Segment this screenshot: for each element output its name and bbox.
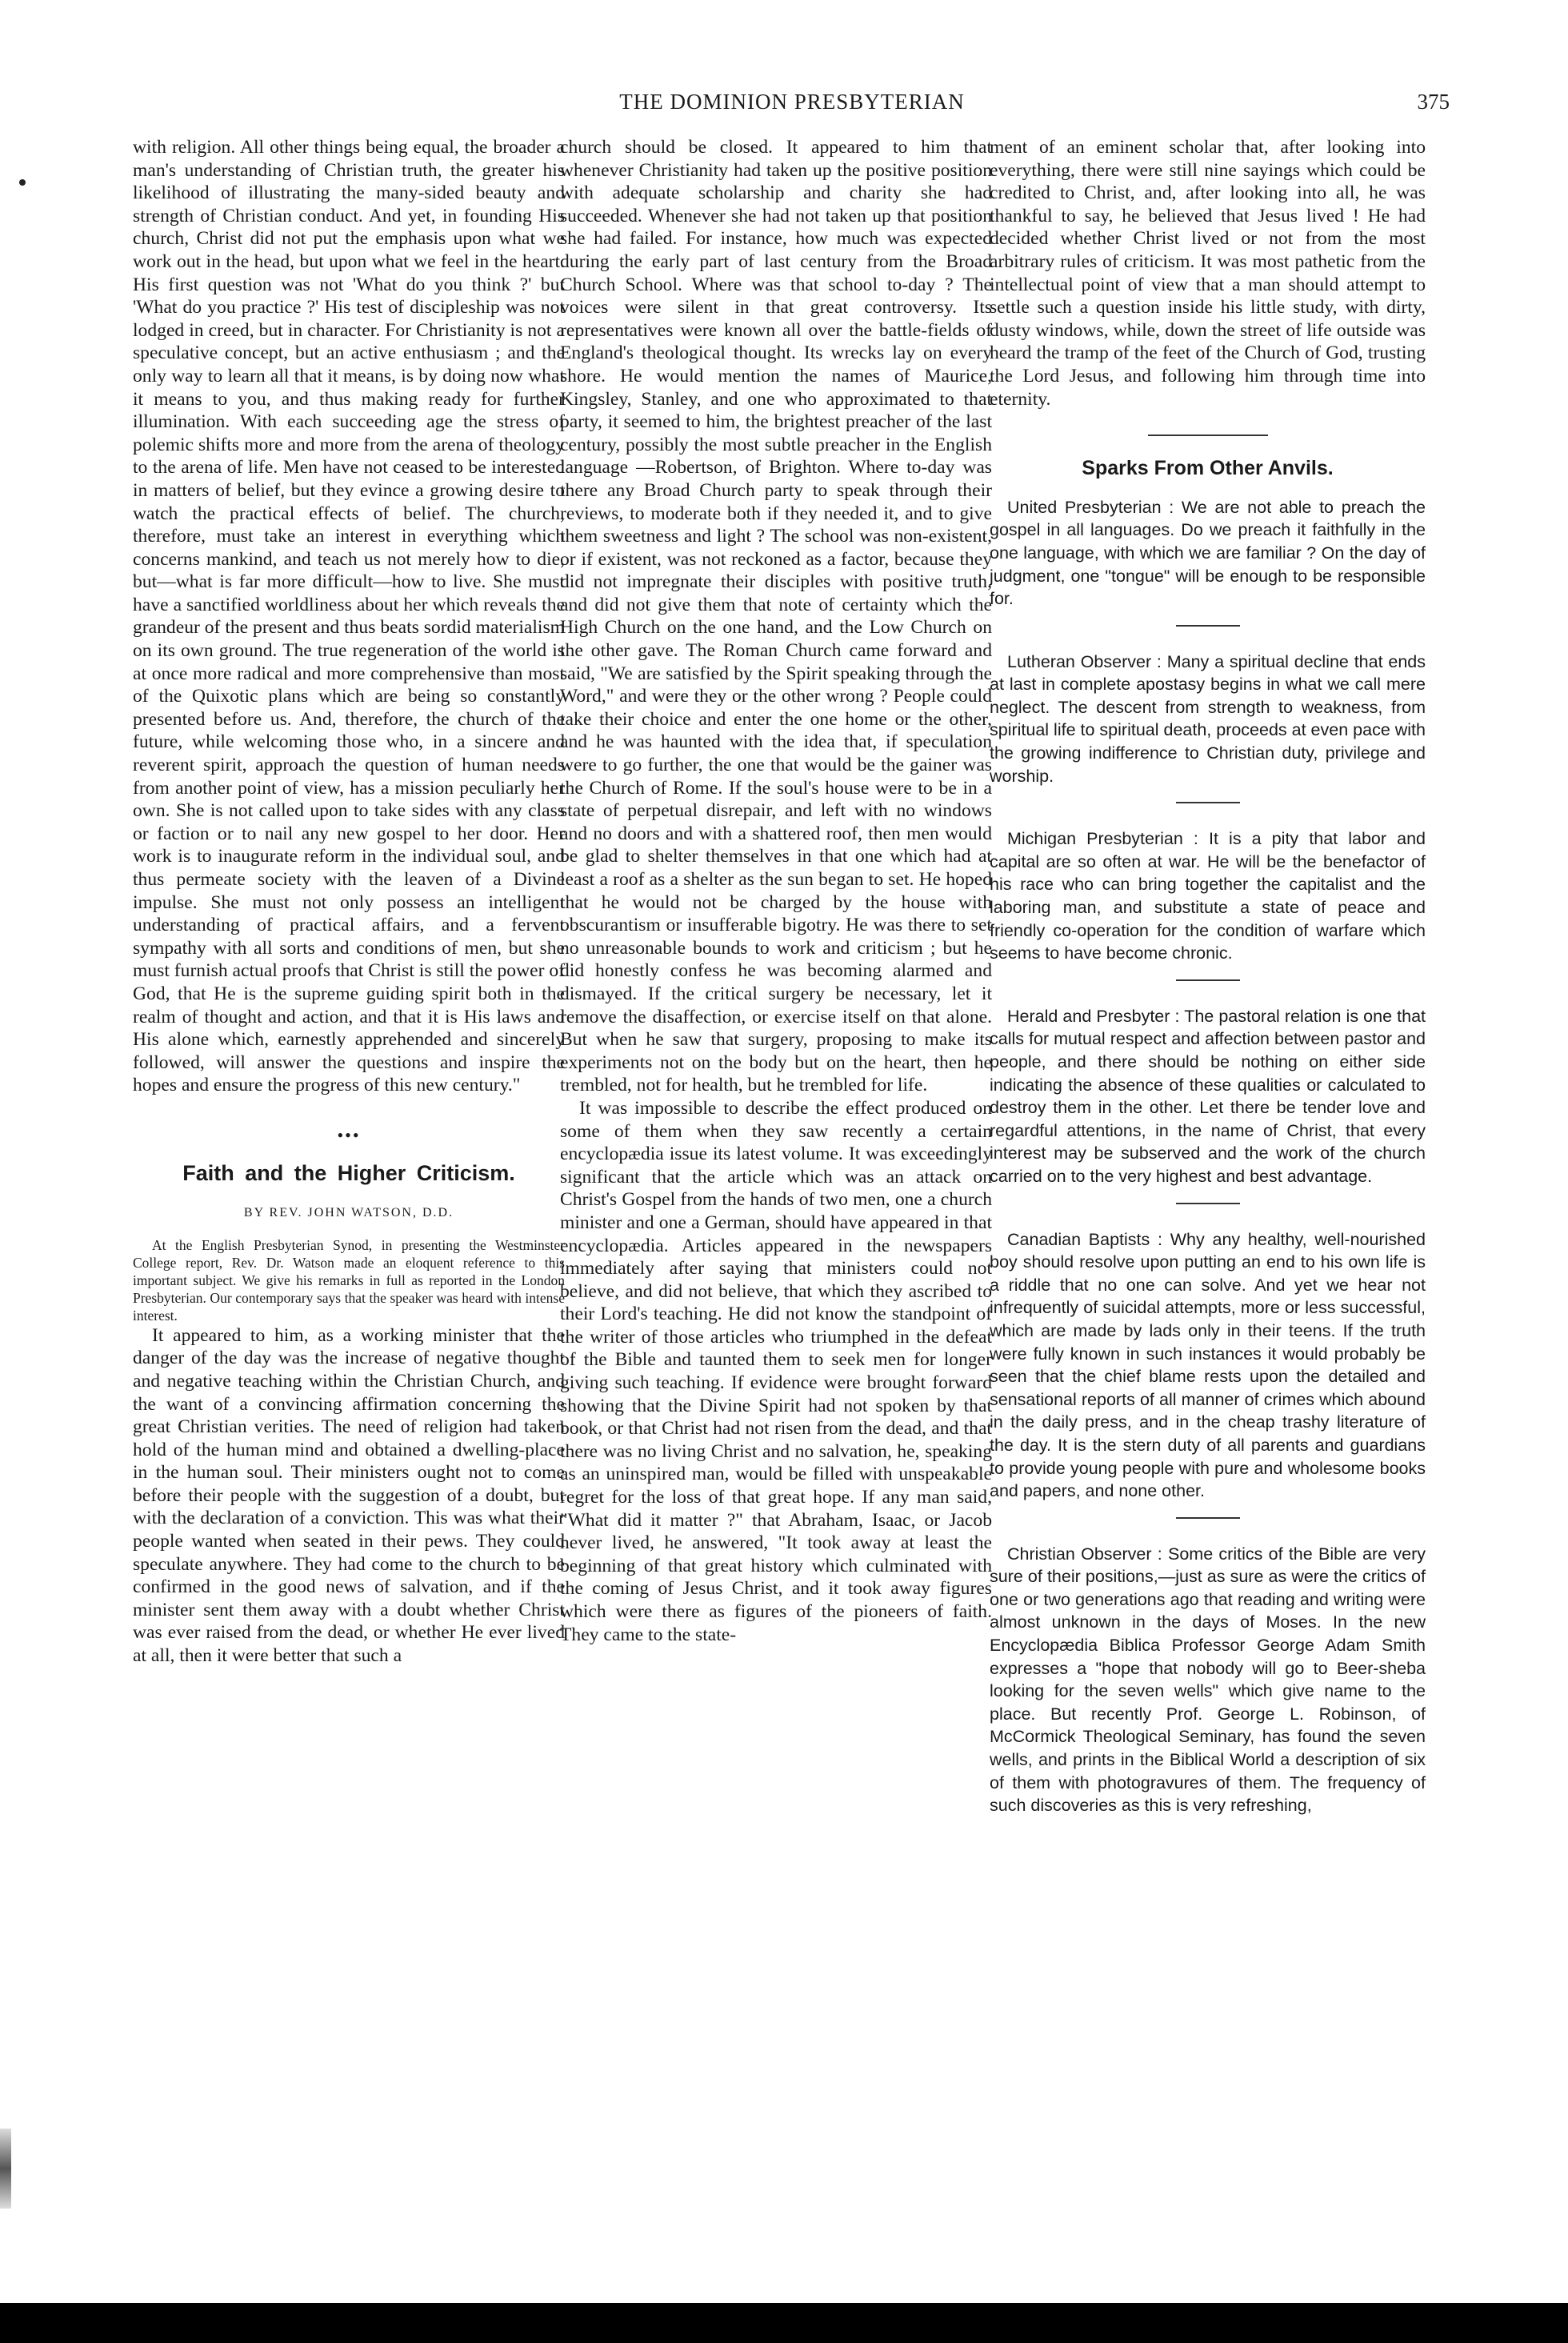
excerpt: Canadian Baptists : Why any healthy, well-nourished boy should resolve upon putting an end to his own life is a riddle that no one can solve. And yet we hear not infrequently of suicidal attempts, more or less successful, which are made by lads only in their teens. If the truth were fully known in such instances it would probably be seen that the chief blame rests upon the detailed and sensational reports of all manner of crimes which abound in the daily press, and in the cheap trashy literature of the day. It is the stern duty of all parents and guardians to provide young people with pure and wholesome books and papers, and none other. — [990, 1229, 1426, 1501]
column-2 — [560, 136, 992, 1646]
scan-edge-mark — [0, 2129, 11, 2209]
excerpt: Herald and Presbyter : The pastoral relation is one that calls for mutual respect and affection between pastor and people, and there should be nothing on either side indicating the absence of these qualities or calculated to destroy them in the other. Let there be tender love and regardful attentions, in the name of Christ, that every interest may be subserved and the work of the church carried on to the very highest and best advantage. — [990, 1006, 1426, 1186]
byline: BY REV. JOHN WATSON, D.D. — [243, 1206, 454, 1220]
paragraph: It appeared to him, as a working minister that the danger of the day was the increase of negative thought and negative teaching within the Christian Church, and the want of a convincing affirmation concerning the great Christian verities. The need of religion had taken hold of the human mind and obtained a dwelling-place in the human soul. Their ministers ought not to come before their people with the suggestion of a doubt, but with the declaration of a conviction. This was what their people wanted when seated in their pews. They could speculate anywhere. They had come to the church to be confirmed in the good news of salvation, and if the minister sent them away with a doubt whether Christ was ever raised from the dead, or whether He ever lived at all, then it were better that such a — [133, 1324, 565, 1667]
paragraph: ment of an eminent scholar that, after looking into everything, there were still nine sayings which could be credited to Christ, and, after looking into all, he was thankful to say, he believed that Jesus lived ! He had decided whether Christ lived or not from the most arbitrary rules of criticism. It was most pathetic from the intellectual point of view that a man should attempt to settle such a question inside his little study, with dirty, dusty windows, while, down the street of life outside was heard the tramp of the feet of the Church of God, trusting the Lord Jesus, and following him through time into eternity. — [990, 137, 1426, 410]
excerpt-rule — [1176, 1203, 1240, 1204]
column-1 — [133, 136, 565, 1668]
section-title: Sparks From Other Anvils. — [1082, 457, 1334, 480]
paragraph: It was impossible to describe the effect produced on some of them when they saw recently a certain encyclopædia issue its latest volume. It was exceedingly significant that the article which was an attack on Christ's Gospel from the hands of two men, one a church minister and one a German, should have appeared in that encyclopædia. Articles appeared in the newspapers immediately after saying that ministers could not believe, and did not believe, that which they ascribed to their Lord's teaching. He did not know the standpoint of the writer of those articles who triumphed in the defeat of the Bible and taunted them to seek men for longer giving such teaching. If evidence were brought forward showing that the Divine Spirit had not spoken by that book, or that Christ had not risen from the dead, and that there was no living Christ and no salvation, he, speaking as an uninspired man, would be filled with unspeakable regret for the loss of that great hope. If any man said, "What did it matter ?" that Abraham, Isaac, or Jacob never lived, he answered, "It took away at least the beginning of that great history which culminated with the coming of Jesus Christ, and it took away figures which were there as figures of the pioneers of faith. They came to the state- — [560, 1097, 992, 1645]
running-head: THE DOMINION PRESBYTERIAN — [619, 90, 965, 114]
excerpts — [990, 496, 1426, 1817]
scan-border — [0, 2303, 1568, 2343]
article-title: Faith and the Higher Criticism. — [182, 1160, 515, 1185]
excerpt-rule — [1176, 802, 1240, 803]
excerpt: United Presbyterian : We are not able to preach the gospel in all languages. Do we preach it faithfully in the one language, with which we are familiar ? On the day of judgment, one "tongue" will be enough to be responsible for. — [990, 497, 1426, 609]
excerpt-rule — [1176, 979, 1240, 981]
margin-mark — [19, 179, 26, 186]
section-rule — [1148, 435, 1268, 436]
headnote: At the English Presbyterian Synod, in presenting the Westminster College report, Rev. Dr. Watson made an eloquent reference to this important subject. We give his remarks in full as reported in the London Presbyterian. Our contemporary says that the speaker was heard with intense interest. — [133, 1236, 565, 1324]
excerpt-rule — [1176, 1517, 1240, 1519]
paragraph: church should be closed. It appeared to him that whenever Christianity had taken up the positive position with adequate scholarship and charity she had succeeded. Whenever she had not taken up that position she had failed. For instance, how much was expected during the early part of last century from the Broad Church School. Where was that school to-day ? The voices were silent in that great controversy. Its representatives were known all over the battle-fields of England's theological thought. Its wrecks lay on every shore. He would mention the names of Maurice, Kingsley, Stanley, and one who approximated to that party, it seemed to him, the brightest preacher of the last century, possibly the most subtle preacher in the English language —Robertson, of Brighton. Where to-day was there any Broad Church party to speak through their reviews, to moderate both if they needed it, and to give them sweetness and light ? The school was non-existent, or if existent, was not reckoned as a factor, because they did not impregnate their disciples with positive truth, and did not give them that note of certainty which the High Church on the one hand, and the Low Church on the other gave. The Roman Church came forward and said, "We are satisfied by the Spirit speaking through the Word," and were they or the other wrong ? People could take their choice and enter the one home or the other, and he was haunted with the idea that, if speculation were to go further, the one that would be the gainer was the Church of Rome. If the soul's house were to be in a state of perpetual disrepair, and left with no windows and no doors and with a shattered roof, then men would be glad to shelter themselves in that one which had at least a roof as a shelter as the sun began to set. He hoped that he would not be charged by the house with obscurantism or insufferable bigotry. He was there to set no unreasonable bounds to work and criticism ; but he did honestly confess he was becoming alarmed and dismayed. If the critical surgery be necessary, let it remove the disaffection, or exercise itself on that alone. But when he saw that surgery, proposing to make its experiments not on the body but on the heart, then he trembled, not for health, but he trembled for life. — [560, 137, 992, 1096]
section-divider: ••• — [337, 1124, 361, 1145]
excerpt: Christian Observer : Some critics of the Bible are very sure of their positions,—just as sure as were the critics of one or two generations ago that reading and writing were almost unknown in the days of Moses. In the new Encyclopædia Biblica Professor George Adam Smith expresses a "hope that nobody will go to Beer-sheba looking for the seven wells" which give name to the place. But recently Prof. George L. Robinson, of McCormick Theological Seminary, has found the seven wells, and prints in the Biblical World a description of six of them with photogravures of them. The frequency of such discoveries as this is very refreshing, — [990, 1544, 1426, 1816]
excerpt: Lutheran Observer : Many a spiritual decline that ends at last in complete apostasy begins in what we call mere neglect. The descent from strength to weakness, from spiritual life to spiritual death, proceeds at even pace with the growing indifference to Christian duty, privilege and worship. — [990, 651, 1426, 786]
excerpt: Michigan Presbyterian : It is a pity that labor and capital are so often at war. He will be the benefactor of his race who can bring together the capitalist and the laboring man, and substitute a state of peace and friendly co-operation for the condition of warfare which seems to have become chronic. — [990, 829, 1426, 963]
column-3 — [990, 136, 1426, 1817]
page-number: 375 — [1417, 90, 1450, 114]
excerpt-rule — [1176, 625, 1240, 627]
paragraph: with religion. All other things being equal, the broader a man's understanding of Christian truth, the greater his likelihood of illustrating the many-sided beauty and strength of Christian conduct. And yet, in founding His church, Christ did not put the emphasis upon what we work out in the head, but upon what we feel in the heart. His first question was not 'What do you think ?' but 'What do you practice ?' His test of discipleship was not lodged in creed, but in character. For Christianity is not a speculative concept, but an active enthusiasm ; and the only way to learn all that it means, is by doing now what it means to you, and thus making ready for further illumination. With each succeeding age the stress of polemic shifts more and more from the arena of theology to the arena of life. Men have not ceased to be interested in matters of belief, but they evince a growing desire to watch the practical effects of belief. The church, therefore, must take an interest in everything which concerns mankind, and teach us not merely how to die, but—what is far more difficult—how to live. She must have a sanctified worldliness about her which reveals the grandeur of the present and thus beats sordid materialism on its own ground. The true regeneration of the world is at once more radical and more comprehensive than most of the Quixotic plans which are being so constantly presented before us. And, therefore, the church of the future, while welcoming those who, in a sincere and reverent spirit, approach the question of human needs from another point of view, has a mission peculiarly her own. She is not called upon to take sides with any class or faction or to nail any new gospel to her door. Her work is to inaugurate reform in the individual soul, and thus permeate society with the leaven of a Divine impulse. She must not only possess an intelligent understanding of practical affairs, and a fervent sympathy with all sorts and conditions of men, but she must furnish actual proofs that Christ is still the power of God, that He is the supreme guiding spirit both in the realm of thought and action, and that it is His laws and His alone which, earnestly apprehended and sincerely followed, will answer the questions and inspire the hopes and ensure the progress of this new century." — [133, 137, 565, 1096]
